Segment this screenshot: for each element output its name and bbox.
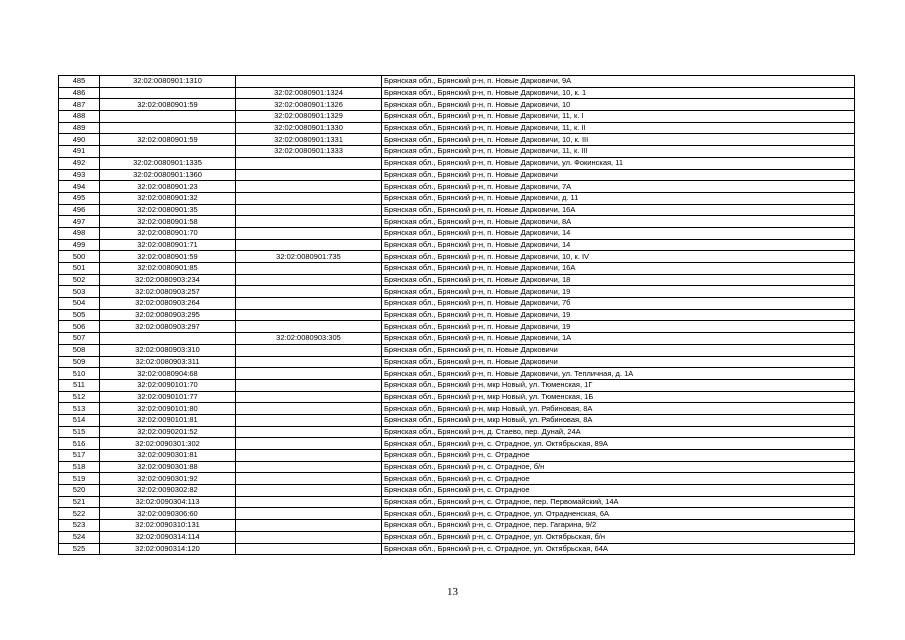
table-row (59, 473, 855, 485)
linked-cadastral-number-cell (236, 485, 382, 497)
row-number-cell: 511 (59, 379, 100, 391)
cadastral-number-cell (100, 146, 236, 158)
table-row (59, 485, 855, 497)
row-number-cell: 491 (59, 146, 100, 158)
table-row (59, 438, 855, 450)
cadastral-number-cell: 32:02:0090302:82 (100, 485, 236, 497)
cadastral-number-cell: 32:02:0080903:264 (100, 298, 236, 310)
linked-cadastral-number-cell (236, 508, 382, 520)
table-body (59, 76, 855, 555)
row-number-cell: 513 (59, 403, 100, 415)
table-row (59, 391, 855, 403)
row-number-cell: 512 (59, 391, 100, 403)
row-number-cell: 525 (59, 543, 100, 555)
address-cell: Брянская обл., Брянский р-н, п. Новые Дарковичи, ул. Фокинская, 11 (382, 157, 855, 169)
linked-cadastral-number-cell (236, 204, 382, 216)
table-row (59, 263, 855, 275)
linked-cadastral-number-cell (236, 368, 382, 380)
row-number-cell: 514 (59, 414, 100, 426)
address-cell: Брянская обл., Брянский р-н, п. Новые Дарковичи, 16А (382, 263, 855, 275)
address-cell: Брянская обл., Брянский р-н, п. Новые Дарковичи (382, 344, 855, 356)
address-cell: Брянская обл., Брянский р-н, п. Новые Дарковичи, 19 (382, 321, 855, 333)
row-number-cell: 509 (59, 356, 100, 368)
linked-cadastral-number-cell (236, 321, 382, 333)
row-number-cell: 493 (59, 169, 100, 181)
table-row (59, 99, 855, 111)
address-cell: Брянская обл., Брянский р-н, п. Новые Дарковичи (382, 356, 855, 368)
linked-cadastral-number-cell: 32:02:0080901:1324 (236, 87, 382, 99)
table-row (59, 496, 855, 508)
cadastral-number-cell: 32:02:0090314:120 (100, 543, 236, 555)
cadastral-number-cell: 32:02:0090314:114 (100, 531, 236, 543)
linked-cadastral-number-cell: 32:02:0080901:1329 (236, 111, 382, 123)
table-row (59, 543, 855, 555)
row-number-cell: 499 (59, 239, 100, 251)
row-number-cell: 503 (59, 286, 100, 298)
cadastral-number-cell (100, 111, 236, 123)
address-cell: Брянская обл., Брянский р-н, п. Новые Дарковичи, 10, к. 1 (382, 87, 855, 99)
address-cell: Брянская обл., Брянский р-н, п. Новые Дарковичи, 11, к. III (382, 146, 855, 158)
row-number-cell: 492 (59, 157, 100, 169)
row-number-cell: 521 (59, 496, 100, 508)
linked-cadastral-number-cell (236, 76, 382, 88)
row-number-cell: 523 (59, 520, 100, 532)
table-row (59, 251, 855, 263)
cadastral-number-cell: 32:02:0090301:92 (100, 473, 236, 485)
address-cell: Брянская обл., Брянский р-н, п. Новые Дарковичи, ул. Тепличная, д. 1А (382, 368, 855, 380)
table-row (59, 87, 855, 99)
cadastral-number-cell: 32:02:0080903:297 (100, 321, 236, 333)
cadastral-number-cell: 32:02:0090101:81 (100, 414, 236, 426)
cadastral-number-cell: 32:02:0090301:88 (100, 461, 236, 473)
row-number-cell: 498 (59, 227, 100, 239)
linked-cadastral-number-cell (236, 274, 382, 286)
cadastral-register-table (58, 75, 855, 555)
table-row (59, 216, 855, 228)
address-cell: Брянская обл., Брянский р-н, п. Новые Дарковичи, 14 (382, 227, 855, 239)
cadastral-number-cell: 32:02:0090301:302 (100, 438, 236, 450)
address-cell: Брянская обл., Брянский р-н, мкр Новый, ул. Рябиновая, 8А (382, 403, 855, 415)
linked-cadastral-number-cell (236, 414, 382, 426)
table-row (59, 414, 855, 426)
address-cell: Брянская обл., Брянский р-н, с. Отрадное, ул. Октябрьская, 64А (382, 543, 855, 555)
linked-cadastral-number-cell (236, 216, 382, 228)
table-row (59, 227, 855, 239)
table-row (59, 146, 855, 158)
table-row (59, 333, 855, 345)
linked-cadastral-number-cell: 32:02:0080901:1333 (236, 146, 382, 158)
address-cell: Брянская обл., Брянский р-н, с. Отрадное, пер. Первомайский, 14А (382, 496, 855, 508)
cadastral-number-cell: 32:02:0080903:310 (100, 344, 236, 356)
cadastral-number-cell (100, 333, 236, 345)
cadastral-number-cell: 32:02:0080901:58 (100, 216, 236, 228)
table-row (59, 204, 855, 216)
linked-cadastral-number-cell: 32:02:0080901:1326 (236, 99, 382, 111)
row-number-cell: 516 (59, 438, 100, 450)
row-number-cell: 486 (59, 87, 100, 99)
address-cell: Брянская обл., Брянский р-н, с. Отрадное, ул. Отрадненская, 6А (382, 508, 855, 520)
address-cell: Брянская обл., Брянский р-н, мкр Новый, ул. Тюменская, 1Г (382, 379, 855, 391)
address-cell: Брянская обл., Брянский р-н, с. Отрадное (382, 485, 855, 497)
table-row (59, 368, 855, 380)
table-row (59, 286, 855, 298)
cadastral-number-cell: 32:02:0090304:113 (100, 496, 236, 508)
linked-cadastral-number-cell (236, 157, 382, 169)
cadastral-number-cell: 32:02:0080901:59 (100, 251, 236, 263)
address-cell: Брянская обл., Брянский р-н, п. Новые Дарковичи, 8А (382, 216, 855, 228)
row-number-cell: 524 (59, 531, 100, 543)
table-row (59, 157, 855, 169)
table-row (59, 461, 855, 473)
cadastral-number-cell: 32:02:0080903:295 (100, 309, 236, 321)
table-row (59, 321, 855, 333)
cadastral-number-cell: 32:02:0080901:71 (100, 239, 236, 251)
page-number: 13 (447, 586, 458, 598)
row-number-cell: 506 (59, 321, 100, 333)
cadastral-number-cell: 32:02:0090101:77 (100, 391, 236, 403)
cadastral-number-cell: 32:02:0080904:68 (100, 368, 236, 380)
linked-cadastral-number-cell (236, 426, 382, 438)
linked-cadastral-number-cell (236, 403, 382, 415)
row-number-cell: 489 (59, 122, 100, 134)
cadastral-number-cell: 32:02:0080903:234 (100, 274, 236, 286)
address-cell: Брянская обл., Брянский р-н, п. Новые Дарковичи, 9А (382, 76, 855, 88)
cadastral-number-cell: 32:02:0080901:85 (100, 263, 236, 275)
address-cell: Брянская обл., Брянский р-н, п. Новые Дарковичи, д. 11 (382, 192, 855, 204)
address-cell: Брянская обл., Брянский р-н, с. Отрадное, ул. Октябрьская, 89А (382, 438, 855, 450)
row-number-cell: 504 (59, 298, 100, 310)
row-number-cell: 485 (59, 76, 100, 88)
row-number-cell: 508 (59, 344, 100, 356)
linked-cadastral-number-cell (236, 169, 382, 181)
linked-cadastral-number-cell (236, 450, 382, 462)
table-row (59, 274, 855, 286)
cadastral-number-cell: 32:02:0080901:35 (100, 204, 236, 216)
row-number-cell: 520 (59, 485, 100, 497)
address-cell: Брянская обл., Брянский р-н, п. Новые Дарковичи, 11, к. II (382, 122, 855, 134)
address-cell: Брянская обл., Брянский р-н, с. Отрадное, ул. Октябрьская, б/н (382, 531, 855, 543)
address-cell: Брянская обл., Брянский р-н, п. Новые Дарковичи, 14 (382, 239, 855, 251)
address-cell: Брянская обл., Брянский р-н, п. Новые Дарковичи, 7А (382, 181, 855, 193)
cadastral-number-cell (100, 87, 236, 99)
row-number-cell: 494 (59, 181, 100, 193)
cadastral-number-cell: 32:02:0080901:23 (100, 181, 236, 193)
cadastral-number-cell: 32:02:0090101:80 (100, 403, 236, 415)
linked-cadastral-number-cell (236, 298, 382, 310)
cadastral-number-cell: 32:02:0080901:70 (100, 227, 236, 239)
linked-cadastral-number-cell (236, 438, 382, 450)
table-row (59, 192, 855, 204)
linked-cadastral-number-cell (236, 309, 382, 321)
linked-cadastral-number-cell (236, 461, 382, 473)
address-cell: Брянская обл., Брянский р-н, п. Новые Дарковичи, 7б (382, 298, 855, 310)
row-number-cell: 488 (59, 111, 100, 123)
table-row (59, 134, 855, 146)
address-cell: Брянская обл., Брянский р-н, д. Стаево, пер. Дунай, 24А (382, 426, 855, 438)
linked-cadastral-number-cell (236, 344, 382, 356)
table-row (59, 508, 855, 520)
address-cell: Брянская обл., Брянский р-н, п. Новые Дарковичи, 10, к. IV (382, 251, 855, 263)
cadastral-number-cell: 32:02:0090101:70 (100, 379, 236, 391)
row-number-cell: 495 (59, 192, 100, 204)
row-number-cell: 517 (59, 450, 100, 462)
table-row (59, 344, 855, 356)
linked-cadastral-number-cell (236, 181, 382, 193)
table-row (59, 309, 855, 321)
table-row (59, 169, 855, 181)
linked-cadastral-number-cell: 32:02:0080901:1331 (236, 134, 382, 146)
address-cell: Брянская обл., Брянский р-н, п. Новые Дарковичи, 11, к. I (382, 111, 855, 123)
table-row (59, 298, 855, 310)
row-number-cell: 505 (59, 309, 100, 321)
row-number-cell: 510 (59, 368, 100, 380)
linked-cadastral-number-cell: 32:02:0080901:1330 (236, 122, 382, 134)
linked-cadastral-number-cell (236, 496, 382, 508)
linked-cadastral-number-cell (236, 379, 382, 391)
row-number-cell: 519 (59, 473, 100, 485)
address-cell: Брянская обл., Брянский р-н, п. Новые Дарковичи, 10 (382, 99, 855, 111)
cadastral-number-cell: 32:02:0090310:131 (100, 520, 236, 532)
cadastral-number-cell: 32:02:0080901:59 (100, 134, 236, 146)
row-number-cell: 497 (59, 216, 100, 228)
linked-cadastral-number-cell (236, 192, 382, 204)
row-number-cell: 501 (59, 263, 100, 275)
cadastral-number-cell: 32:02:0090201:52 (100, 426, 236, 438)
address-cell: Брянская обл., Брянский р-н, с. Отрадное, пер. Гагарина, 9/2 (382, 520, 855, 532)
table-row (59, 379, 855, 391)
row-number-cell: 502 (59, 274, 100, 286)
cadastral-number-cell: 32:02:0090306:60 (100, 508, 236, 520)
linked-cadastral-number-cell (236, 356, 382, 368)
address-cell: Брянская обл., Брянский р-н, п. Новые Дарковичи, 10, к. III (382, 134, 855, 146)
address-cell: Брянская обл., Брянский р-н, с. Отрадное, б/н (382, 461, 855, 473)
cadastral-number-cell: 32:02:0080903:257 (100, 286, 236, 298)
linked-cadastral-number-cell (236, 391, 382, 403)
address-cell: Брянская обл., Брянский р-н, п. Новые Дарковичи, 18 (382, 274, 855, 286)
linked-cadastral-number-cell (236, 531, 382, 543)
row-number-cell: 515 (59, 426, 100, 438)
linked-cadastral-number-cell (236, 239, 382, 251)
table-row (59, 76, 855, 88)
cadastral-number-cell: 32:02:0080901:1335 (100, 157, 236, 169)
address-cell: Брянская обл., Брянский р-н, мкр Новый, ул. Тюменская, 1Б (382, 391, 855, 403)
address-cell: Брянская обл., Брянский р-н, с. Отрадное (382, 473, 855, 485)
linked-cadastral-number-cell (236, 520, 382, 532)
linked-cadastral-number-cell: 32:02:0080901:735 (236, 251, 382, 263)
row-number-cell: 490 (59, 134, 100, 146)
row-number-cell: 496 (59, 204, 100, 216)
table-row (59, 122, 855, 134)
table-row (59, 239, 855, 251)
table-row (59, 181, 855, 193)
table-row (59, 450, 855, 462)
linked-cadastral-number-cell (236, 263, 382, 275)
table-row (59, 531, 855, 543)
table-row (59, 520, 855, 532)
linked-cadastral-number-cell (236, 473, 382, 485)
address-cell: Брянская обл., Брянский р-н, п. Новые Дарковичи, 19 (382, 309, 855, 321)
cadastral-number-cell: 32:02:0090301:81 (100, 450, 236, 462)
row-number-cell: 507 (59, 333, 100, 345)
address-cell: Брянская обл., Брянский р-н, п. Новые Дарковичи, 16А (382, 204, 855, 216)
row-number-cell: 522 (59, 508, 100, 520)
cadastral-number-cell: 32:02:0080901:1360 (100, 169, 236, 181)
linked-cadastral-number-cell (236, 543, 382, 555)
address-cell: Брянская обл., Брянский р-н, п. Новые Дарковичи (382, 169, 855, 181)
cadastral-number-cell (100, 122, 236, 134)
cadastral-number-cell: 32:02:0080901:1310 (100, 76, 236, 88)
table-row (59, 111, 855, 123)
row-number-cell: 500 (59, 251, 100, 263)
cadastral-number-cell: 32:02:0080901:59 (100, 99, 236, 111)
address-cell: Брянская обл., Брянский р-н, п. Новые Дарковичи, 1А (382, 333, 855, 345)
table-row (59, 426, 855, 438)
row-number-cell: 487 (59, 99, 100, 111)
table-row (59, 356, 855, 368)
address-cell: Брянская обл., Брянский р-н, п. Новые Дарковичи, 19 (382, 286, 855, 298)
address-cell: Брянская обл., Брянский р-н, с. Отрадное (382, 450, 855, 462)
address-cell: Брянская обл., Брянский р-н, мкр Новый, ул. Рябиновая, 8А (382, 414, 855, 426)
linked-cadastral-number-cell: 32:02:0080903:305 (236, 333, 382, 345)
cadastral-number-cell: 32:02:0080901:32 (100, 192, 236, 204)
row-number-cell: 518 (59, 461, 100, 473)
table-row (59, 403, 855, 415)
linked-cadastral-number-cell (236, 227, 382, 239)
cadastral-number-cell: 32:02:0080903:311 (100, 356, 236, 368)
linked-cadastral-number-cell (236, 286, 382, 298)
